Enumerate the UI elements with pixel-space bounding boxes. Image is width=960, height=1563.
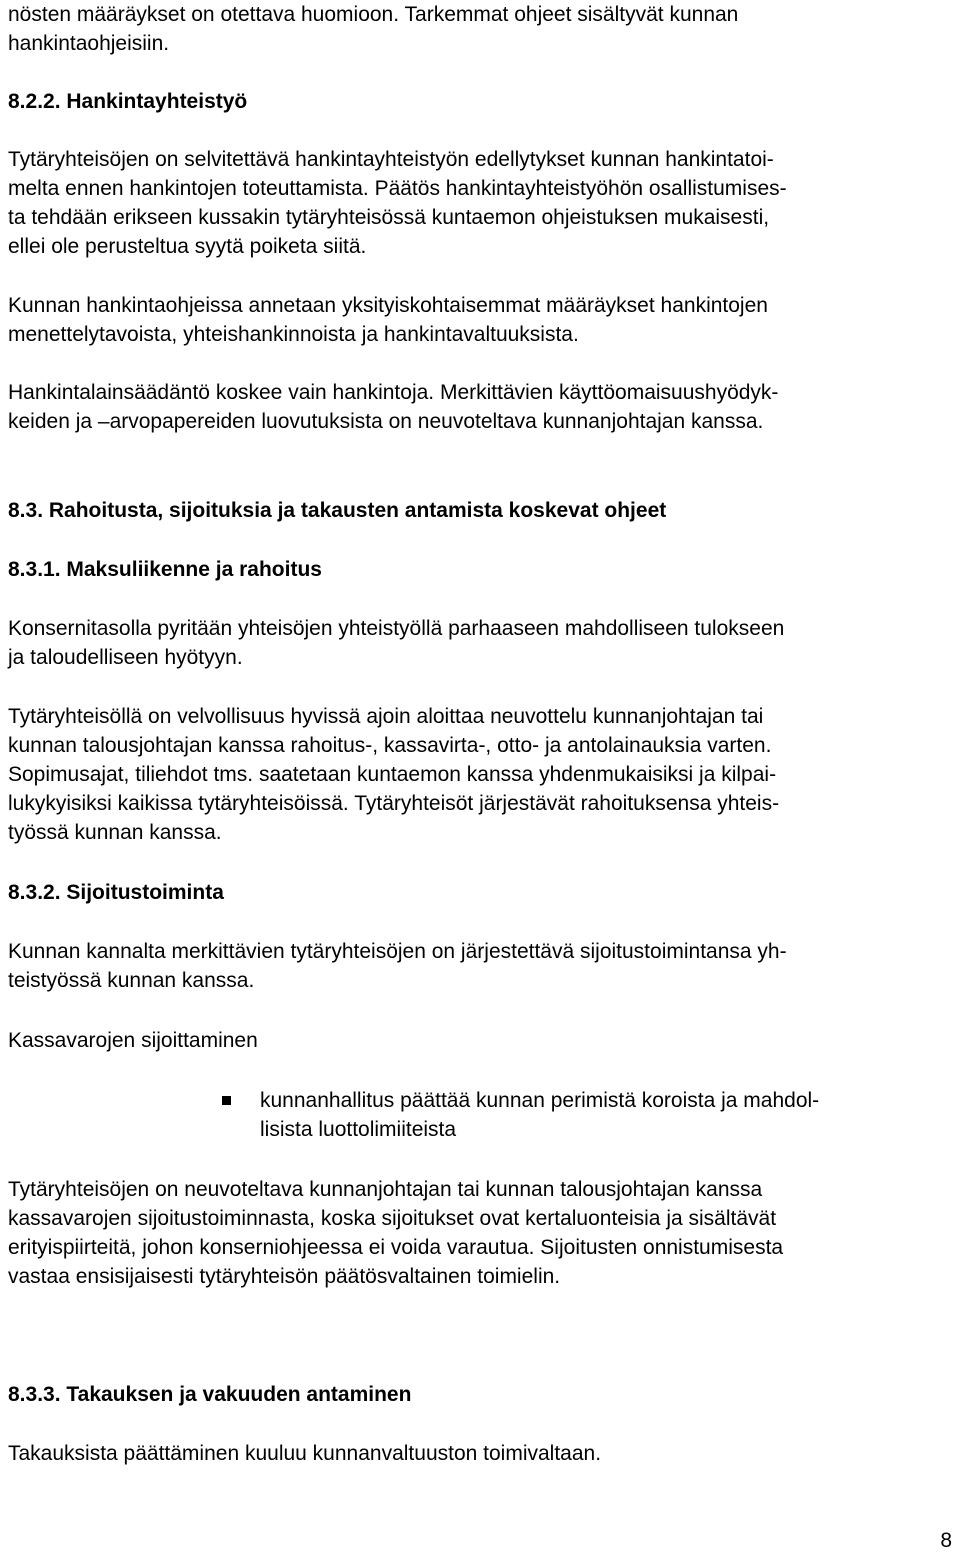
section-heading-8-2-2: 8.2.2. Hankintayhteistyö — [8, 90, 248, 113]
text-line: kassavarojen sijoitustoiminnasta, koska sijoitukset ovat kertaluonteisia ja sisältävät — [8, 1207, 777, 1230]
text-line: Kassavarojen sijoittaminen — [8, 1029, 258, 1052]
page-number: 8 — [940, 1529, 952, 1552]
text-line: Kunnan hankintaohjeissa annetaan yksityiskohtaisemmat määräykset hankintojen — [8, 294, 768, 317]
list-item: kunnanhallitus päättää kunnan perimistä koroista ja mahdol- — [260, 1089, 820, 1112]
section-heading-8-3-3: 8.3.3. Takauksen ja vakuuden antaminen — [8, 1383, 412, 1406]
text-line: Kunnan kannalta merkittävien tytäryhteisöjen on järjestettävä sijoitustoimintansa yh- — [8, 940, 787, 963]
text-line: työssä kunnan kanssa. — [8, 821, 222, 844]
text-line: menettelytavoista, yhteishankinnoista ja hankintavaltuuksista. — [8, 323, 579, 346]
text-line: Takauksista päättäminen kuuluu kunnanvaltuuston toimivaltaan. — [8, 1442, 602, 1465]
text-line: Hankintalainsäädäntö koskee vain hankintoja. Merkittävien käyttöomaisuushyödyk- — [8, 381, 779, 404]
text-line: nösten määräykset on otettava huomioon. Tarkemmat ohjeet sisältyvät kunnan — [8, 3, 739, 26]
text-line: Tytäryhteisöjen on neuvoteltava kunnanjohtajan tai kunnan talousjohtajan kanssa — [8, 1178, 763, 1201]
text-line: ellei ole perusteltua syytä poiketa siitä. — [8, 235, 367, 258]
text-line: Sopimusajat, tiliehdot tms. saatetaan kuntaemon kanssa yhdenmukaisiksi ja kilpai- — [8, 763, 777, 786]
section-heading-8-3-2: 8.3.2. Sijoitustoiminta — [8, 881, 224, 904]
section-heading-8-3-1: 8.3.1. Maksuliikenne ja rahoitus — [8, 558, 322, 581]
text-line: teistyössä kunnan kanssa. — [8, 969, 255, 992]
text-line: ta tehdään erikseen kussakin tytäryhteisössä kuntaemon ohjeistuksen mukaisesti, — [8, 206, 770, 229]
section-heading-8-3: 8.3. Rahoitusta, sijoituksia ja takausten antamista koskevat ohjeet — [8, 499, 667, 522]
text-line: Konsernitasolla pyritään yhteisöjen yhteistyöllä parhaaseen mahdolliseen tulokseen — [8, 617, 785, 640]
text-line: hankintaohjeisiin. — [8, 32, 170, 55]
text-line: kunnan talousjohtajan kanssa rahoitus-, kassavirta-, otto- ja antolainauksia varten. — [8, 734, 772, 757]
text-line: keiden ja –arvopapereiden luovutuksista on neuvoteltava kunnanjohtajan kanssa. — [8, 410, 764, 433]
text-line: vastaa ensisijaisesti tytäryhteisön päätösvaltainen toimielin. — [8, 1265, 561, 1288]
text-line: ja taloudelliseen hyötyyn. — [8, 646, 243, 669]
square-bullet-icon — [222, 1096, 231, 1105]
list-item: lisista luottolimiiteista — [260, 1118, 457, 1141]
text-line: erityispiirteitä, johon konserniohjeessa ei voida varautua. Sijoitusten onnistumisesta — [8, 1236, 784, 1259]
text-line: Tytäryhteisöjen on selvitettävä hankintayhteistyön edellytykset kunnan hankintatoi- — [8, 148, 774, 171]
text-line: melta ennen hankintojen toteuttamista. Päätös hankintayhteistyöhön osallistumises- — [8, 177, 787, 200]
text-line: Tytäryhteisöllä on velvollisuus hyvissä ajoin aloittaa neuvottelu kunnanjohtajan tai — [8, 705, 764, 728]
text-line: lukykyisiksi kaikissa tytäryhteisöissä. Tytäryhteisöt järjestävät rahoituksensa yhteis- — [8, 792, 780, 815]
